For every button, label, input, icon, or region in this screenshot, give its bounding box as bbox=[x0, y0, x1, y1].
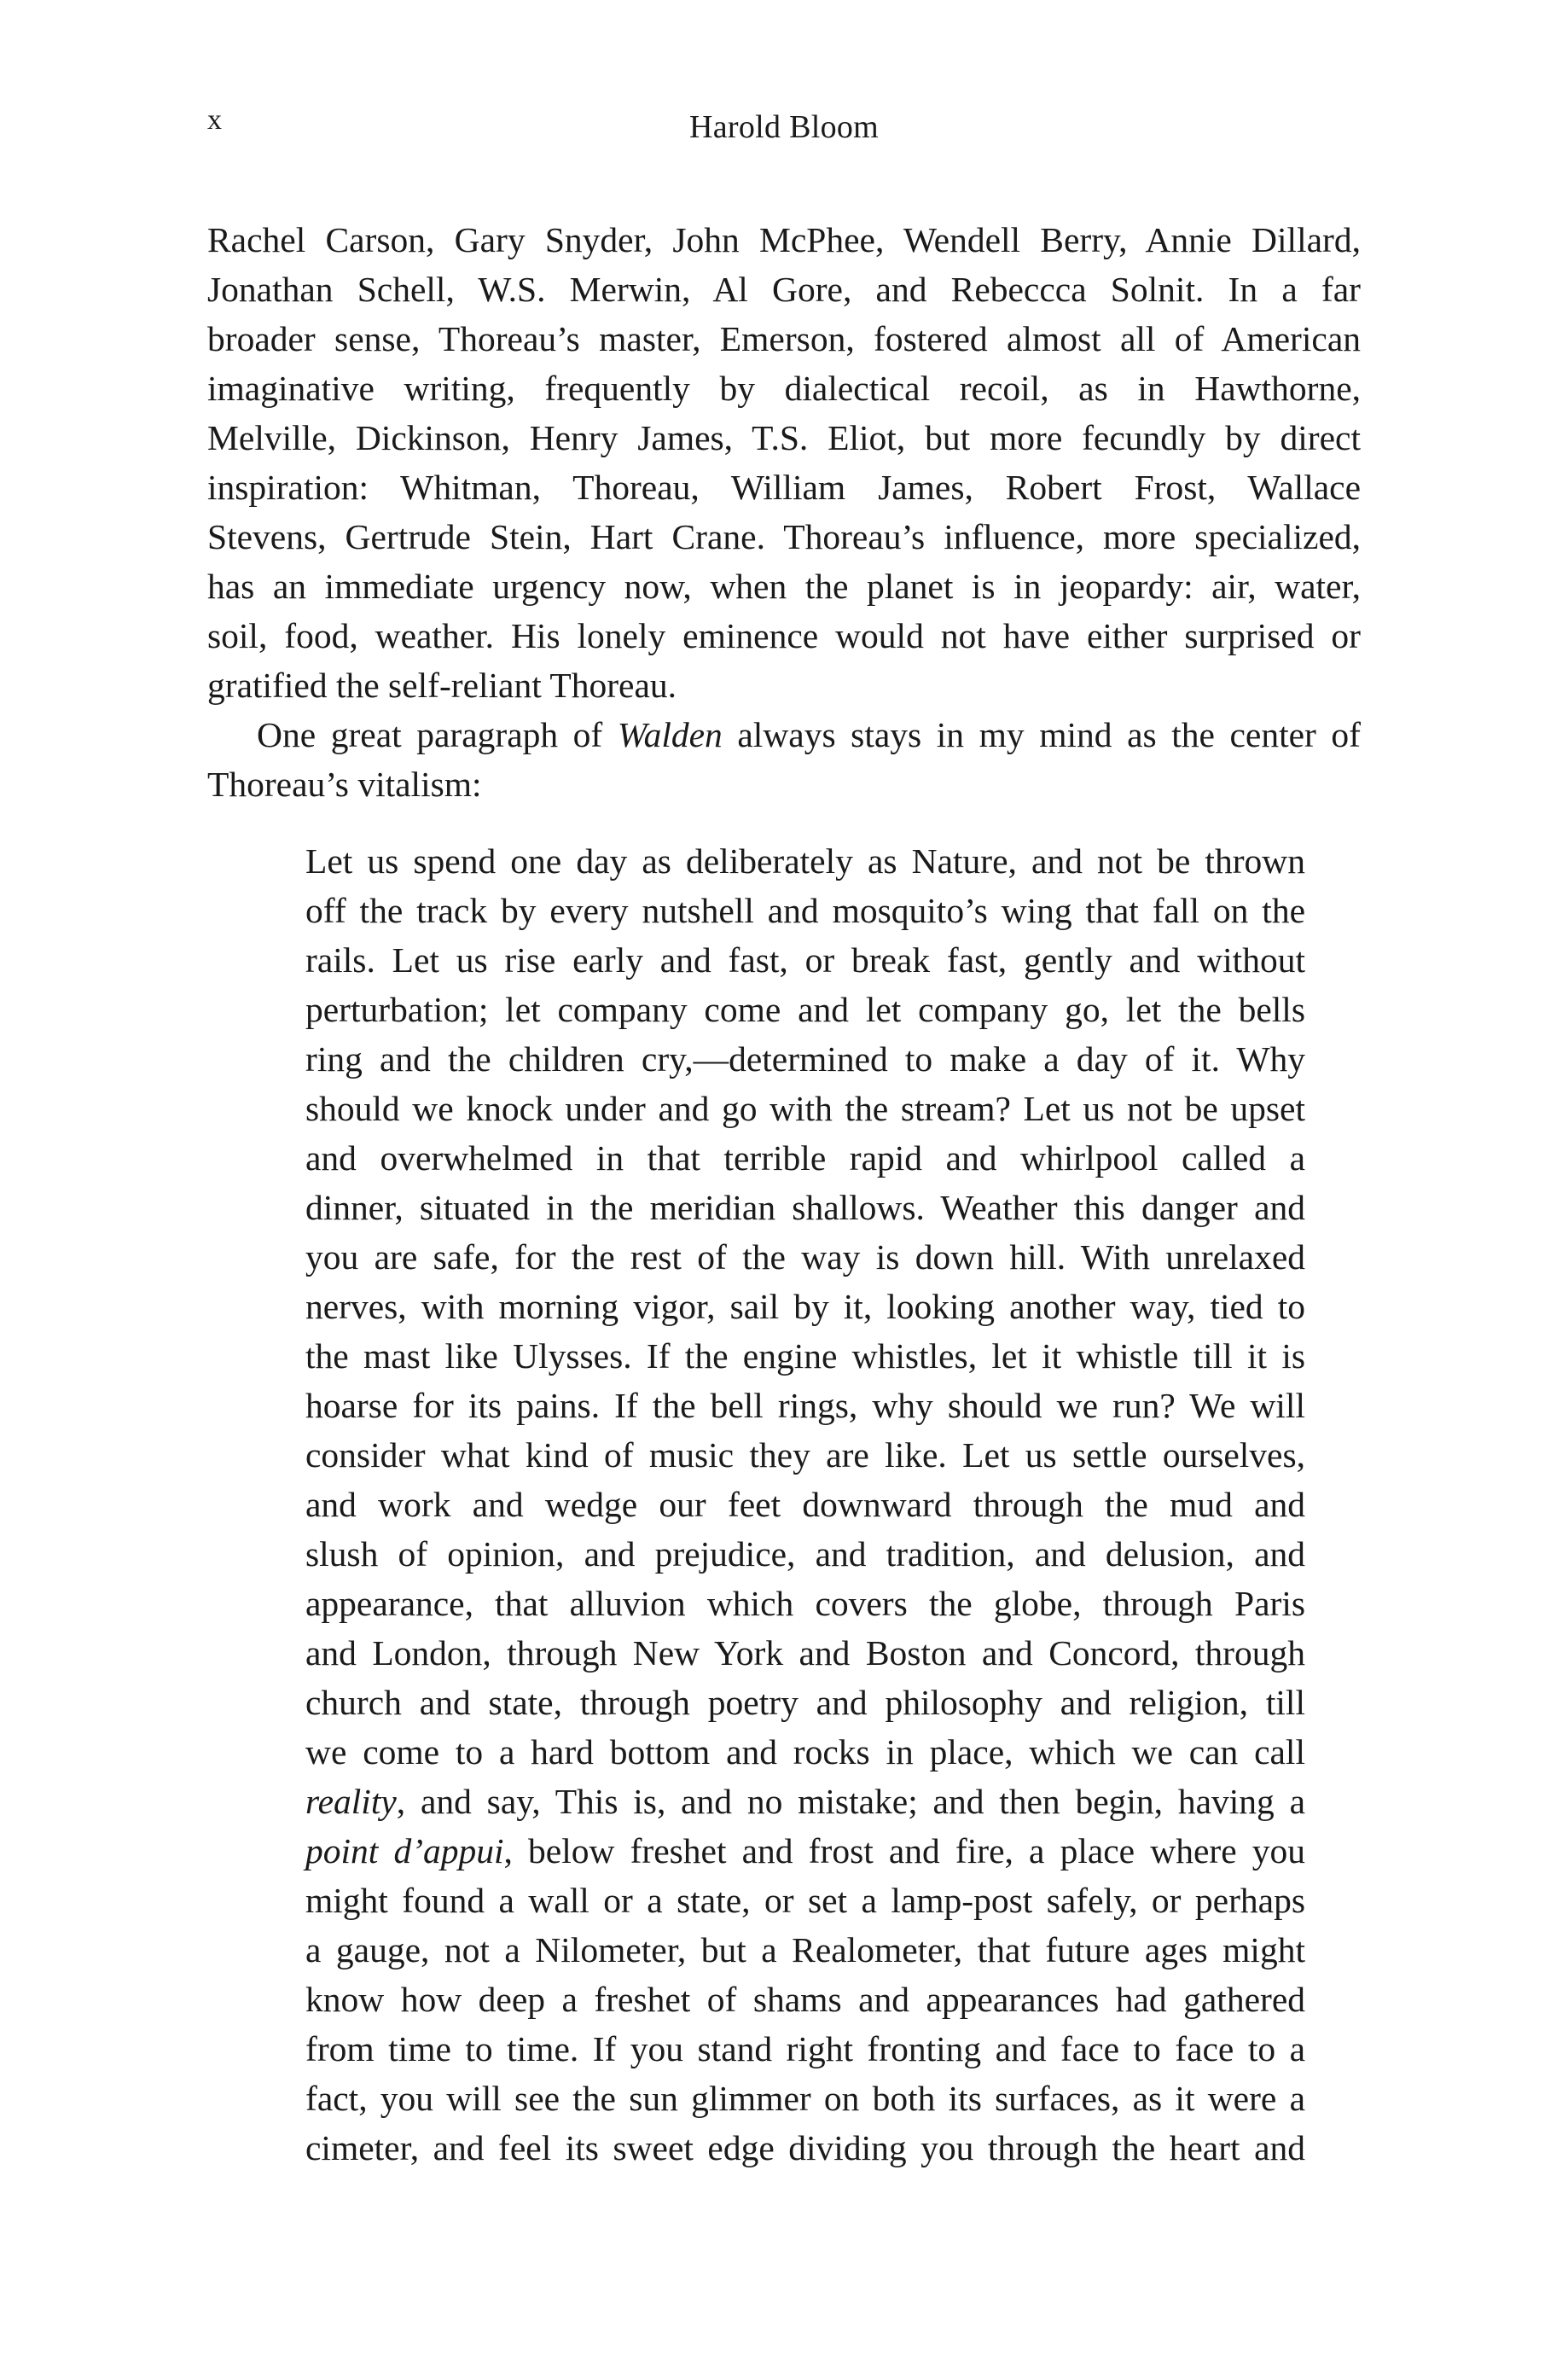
running-title: Harold Bloom bbox=[688, 109, 880, 145]
text-run: , and say, This is, and no mistake; and then begin, having a bbox=[396, 1782, 1305, 1821]
text-line: imaginative writing, frequently by dialectical recoil, as in Hawthorne, bbox=[207, 369, 1361, 408]
text-run: always stays in my mind as the center of bbox=[722, 715, 1361, 754]
quote-line bbox=[305, 1826, 1305, 1876]
text-line bbox=[207, 710, 1361, 759]
book-title-walden: Walden bbox=[617, 715, 723, 754]
quote-line: might found a wall or a state, or set a lamp-post safely, or perhaps bbox=[305, 1881, 1305, 1920]
text-line: Melville, Dickinson, Henry James, T.S. Eliot, but more fecundly by direct bbox=[207, 418, 1361, 457]
quote-line: we come to a hard bottom and rocks in place, which we can call bbox=[305, 1732, 1305, 1772]
text-line: broader sense, Thoreau’s master, Emerson, fostered almost all of American bbox=[207, 319, 1361, 358]
text-run: One great paragraph of bbox=[257, 715, 618, 754]
text-line: Thoreau’s vitalism: bbox=[207, 765, 482, 804]
quote-line: consider what kind of music they are like. Let us settle ourselves, bbox=[305, 1435, 1305, 1475]
quote-line: dinner, situated in the meridian shallows. Weather this danger and bbox=[305, 1188, 1305, 1227]
paragraph-1 bbox=[207, 215, 1361, 710]
quote-line: hoarse for its pains. If the bell rings, why should we run? We will bbox=[305, 1386, 1305, 1425]
block-quote bbox=[305, 836, 1305, 2173]
paragraph-2 bbox=[207, 710, 1361, 809]
quote-line: and overwhelmed in that terrible rapid and whirlpool called a bbox=[305, 1138, 1305, 1178]
quote-line: and work and wedge our feet downward through the mud and bbox=[305, 1485, 1305, 1524]
quote-line: off the track by every nutshell and mosquito’s wing that fall on the bbox=[305, 891, 1305, 930]
text-line: has an immediate urgency now, when the planet is in jeopardy: air, water, bbox=[207, 567, 1361, 606]
quote-line: perturbation; let company come and let company go, let the bells bbox=[305, 990, 1305, 1029]
quote-line bbox=[305, 1777, 1305, 1826]
text-line: soil, food, weather. His lonely eminence would not have either surprised or bbox=[207, 616, 1361, 655]
quote-line: rails. Let us rise early and fast, or break fast, gently and without bbox=[305, 940, 1305, 980]
quote-line: and London, through New York and Boston and Concord, through bbox=[305, 1633, 1305, 1673]
text-line: Rachel Carson, Gary Snyder, John McPhee, Wendell Berry, Annie Dillard, bbox=[207, 220, 1361, 259]
text-line: Jonathan Schell, W.S. Merwin, Al Gore, and Rebeccca Solnit. In a far bbox=[207, 270, 1361, 309]
quote-line: should we knock under and go with the stream? Let us not be upset bbox=[305, 1089, 1305, 1128]
quote-line: a gauge, not a Nilometer, but a Realometer, that future ages might bbox=[305, 1930, 1305, 1969]
italic-reality: reality bbox=[305, 1782, 397, 1821]
quote-line: fact, you will see the sun glimmer on both its surfaces, as it were a bbox=[305, 2079, 1305, 2118]
quote-line: the mast like Ulysses. If the engine whistles, let it whistle till it is bbox=[305, 1336, 1305, 1376]
quote-line: cimeter, and feel its sweet edge dividing you through the heart and bbox=[305, 2128, 1305, 2167]
text-line: gratified the self-reliant Thoreau. bbox=[207, 666, 677, 705]
text-run: , below freshet and frost and fire, a place where you bbox=[503, 1831, 1305, 1871]
text-line: Stevens, Gertrude Stein, Hart Crane. Thoreau’s influence, more specialized, bbox=[207, 517, 1361, 556]
quote-line: nerves, with morning vigor, sail by it, looking another way, tied to bbox=[305, 1287, 1305, 1326]
page-number: x bbox=[207, 104, 222, 136]
quote-line: know how deep a freshet of shams and appearances had gathered bbox=[305, 1980, 1305, 2019]
quote-line: Let us spend one day as deliberately as Nature, and not be thrown bbox=[305, 841, 1305, 881]
quote-line: appearance, that alluvion which covers the globe, through Paris bbox=[305, 1584, 1305, 1623]
quote-line: from time to time. If you stand right fronting and face to face to a bbox=[305, 2029, 1305, 2068]
text-line: inspiration: Whitman, Thoreau, William James, Robert Frost, Wallace bbox=[207, 468, 1361, 507]
italic-point-dappui: point d’appui bbox=[305, 1831, 504, 1871]
quote-line: ring and the children cry,—determined to make a day of it. Why bbox=[305, 1039, 1305, 1079]
quote-line: you are safe, for the rest of the way is down hill. With unrelaxed bbox=[305, 1237, 1305, 1277]
quote-line: slush of opinion, and prejudice, and tradition, and delusion, and bbox=[305, 1534, 1305, 1574]
quote-line: church and state, through poetry and philosophy and religion, till bbox=[305, 1683, 1305, 1722]
